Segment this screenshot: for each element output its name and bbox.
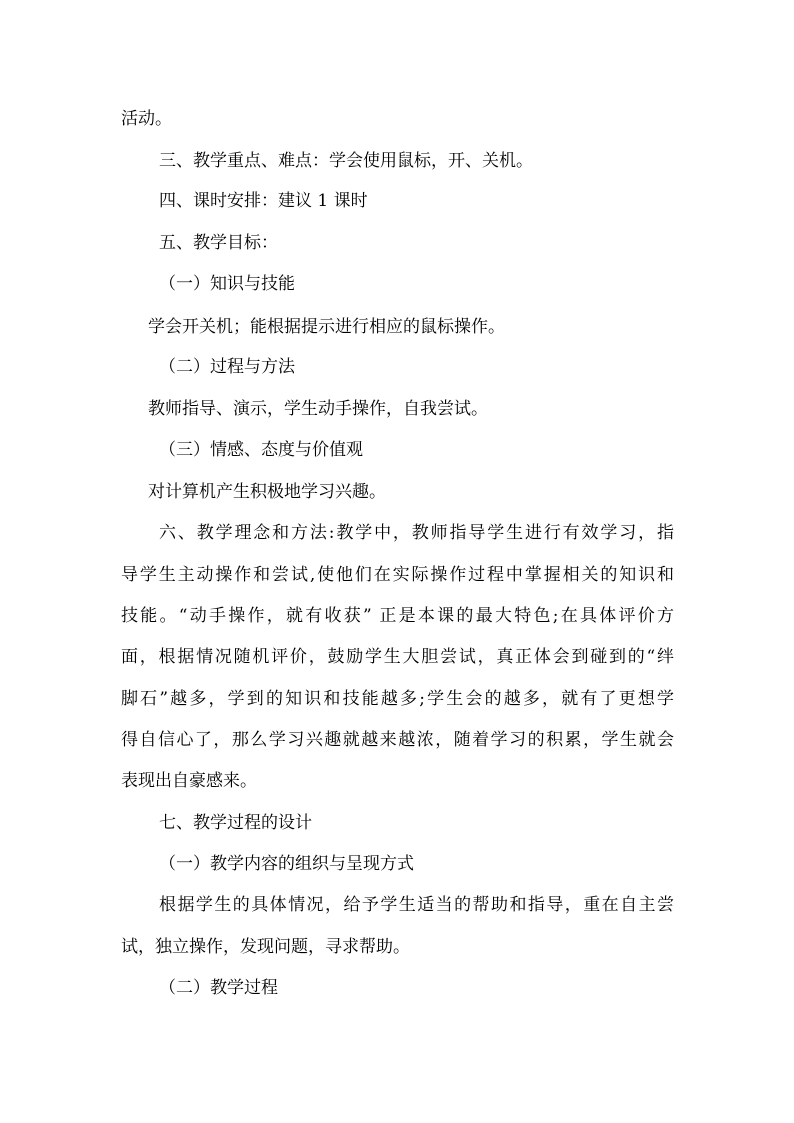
text-line: 得自信心了，那么学习兴趣就越来越浓，随着学习的积累，学生就会 [121, 730, 674, 750]
text-line: 学会开关机；能根据提示进行相应的鼠标操作。 [148, 317, 505, 337]
text-line: 技能。“动手操作，就有收获” 正是本课的最大特色;在具体评价方 [121, 606, 674, 626]
text-line: 导学生主动操作和尝试,使他们在实际操作过程中掌握相关的知识和 [121, 565, 674, 585]
text-line: 六、教学理念和方法:教学中，教师指导学生进行有效学习，指 [159, 523, 674, 543]
text-line: 教师指导、演示，学生动手操作，自我尝试。 [148, 399, 488, 419]
text-line: 五、教学目标： [159, 233, 278, 253]
text-line: 试，独立操作，发现问题，寻求帮助。 [121, 937, 410, 957]
text-line: 脚石”越多，学到的知识和技能越多;学生会的越多，就有了更想学 [121, 689, 674, 709]
text-line: 三、教学重点、难点：学会使用鼠标，开、关机。 [159, 151, 533, 171]
text-line: 七、教学过程的设计 [159, 813, 312, 833]
text-line: 对计算机产生积极地学习兴趣。 [148, 482, 386, 502]
text-line: 根据学生的具体情况，给予学生适当的帮助和指导，重在自主尝 [159, 895, 674, 915]
text-line: 面，根据情况随机评价，鼓励学生大胆尝试，真正体会到碰到的“绊 [121, 647, 674, 667]
text-line: （三）情感、态度与价值观 [159, 440, 363, 460]
text-line: （二）教学过程 [159, 978, 278, 998]
text-line: 表现出自豪感来。 [121, 771, 257, 791]
text-line: （二）过程与方法 [159, 357, 295, 377]
text-line: （一）知识与技能 [159, 274, 295, 294]
text-line: 四、课时安排：建议 1 课时 [159, 191, 368, 211]
text-line: （一）教学内容的组织与呈现方式 [159, 854, 414, 874]
text-line: 活动。 [121, 109, 172, 129]
